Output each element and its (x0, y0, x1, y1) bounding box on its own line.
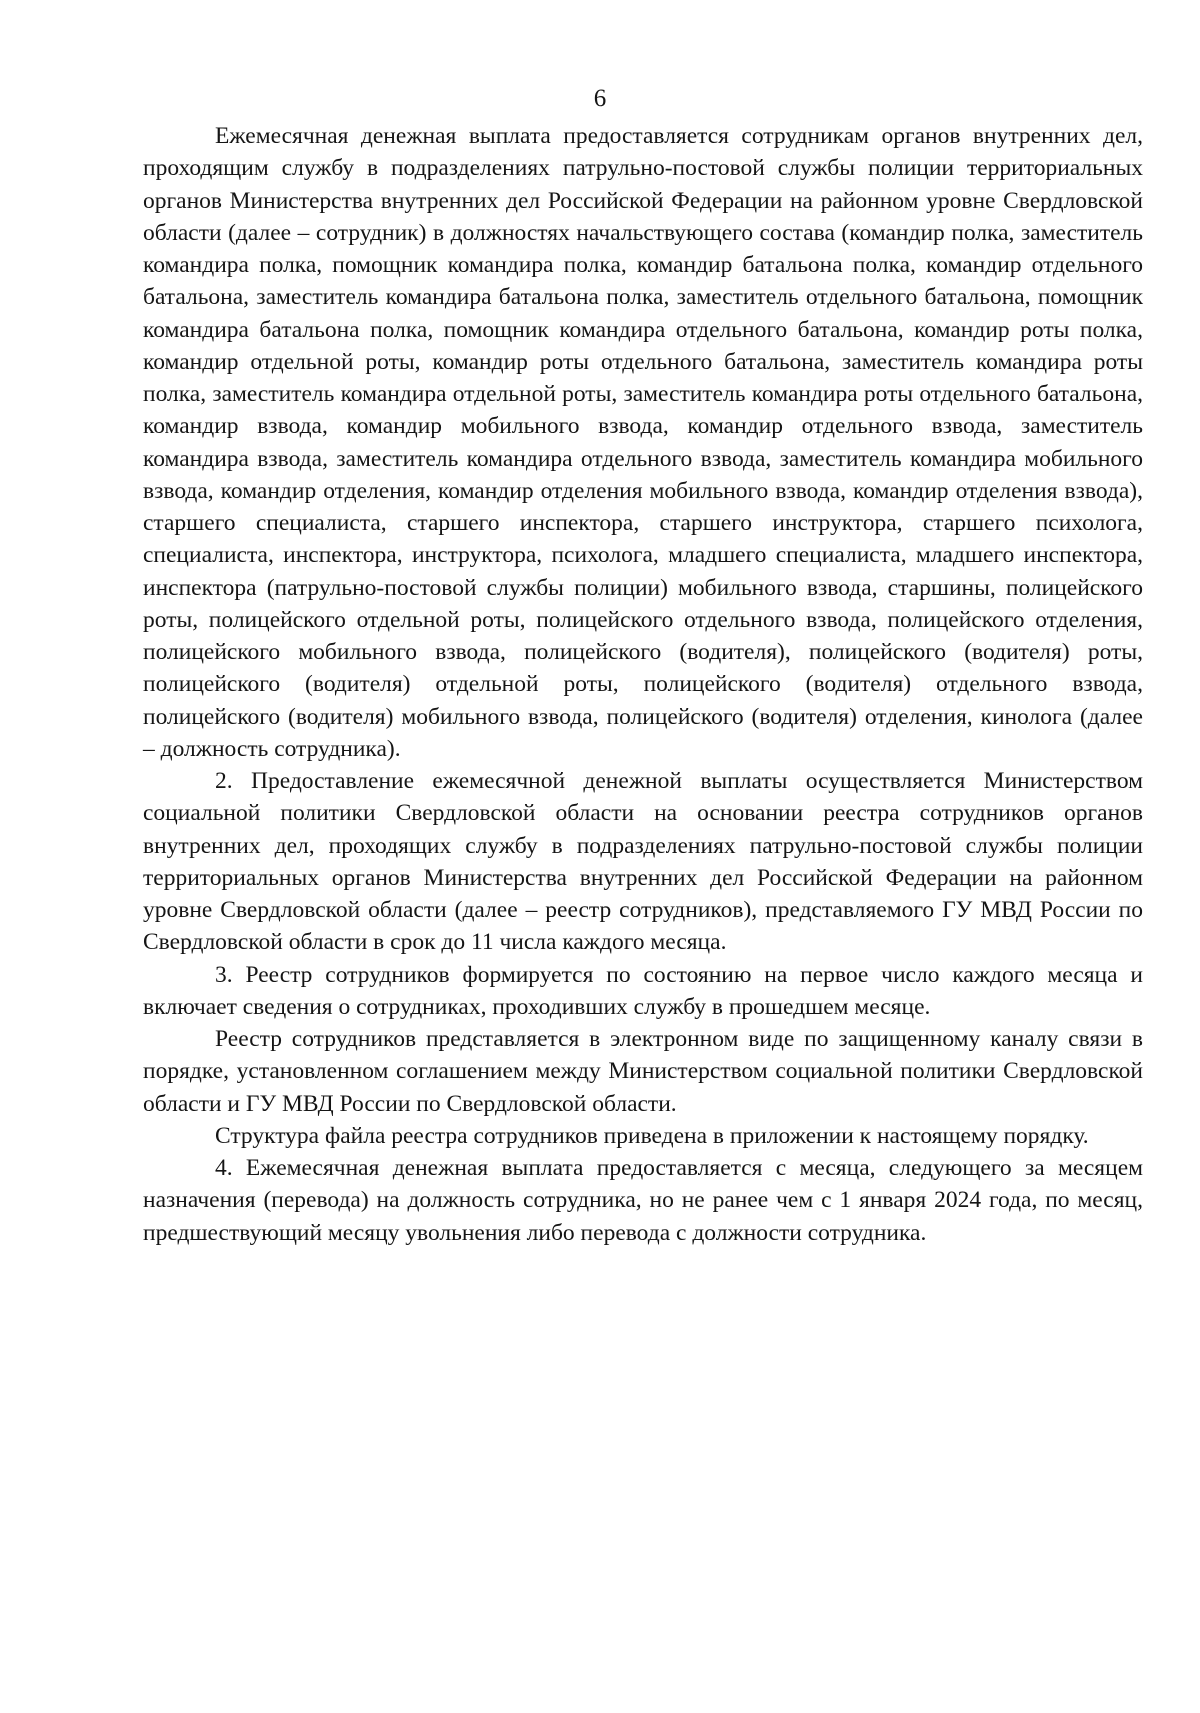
paragraph-registry-file-structure: Структура файла реестра сотрудников приведена в приложении к настоящему порядку. (215, 1122, 1089, 1149)
document-body (143, 120, 1143, 1249)
paragraph-item-4-payment-period: 4. Ежемесячная денежная выплата предоставляется с месяца, следующего за месяцем назначения (перевода) на должность сотрудника, но не ранее чем с 1 января 2024 года, по месяц, предшествующий месяцу увольнения либо перевода с должности сотрудника. (143, 1155, 1143, 1246)
paragraph-item-3-registry-formation: 3. Реестр сотрудников формируется по состоянию на первое число каждого месяца и включает сведения о сотрудниках, проходивших службу в прошедшем месяце. (143, 961, 1143, 1020)
page-number: 6 (593, 85, 607, 112)
paragraph-registry-submission: Реестр сотрудников представляется в электронном виде по защищенному каналу связи в порядке, установленном соглашением между Министерством социальной политики Свердловской области и ГУ МВД России по Свердловской области. (143, 1026, 1143, 1117)
paragraph-monthly-payment-eligibility: Ежемесячная денежная выплата предоставляется сотрудникам органов внутренних дел, проходящим службу в подразделениях патрульно-постовой службы полиции территориальных органов Министерства внутренних дел Российской Федерации на районном уровне Свердловской области (далее – сотрудник) в должностях начальствующего состава (командир полка, заместитель командира полка, помощник командира полка, командир батальона полка, командир отдельного батальона, заместитель командира батальона полка, заместитель отдельного батальона, помощник командира батальона полка, помощник командира отдельного батальона, командир роты полка, командир отдельной роты, командир роты отдельного батальона, заместитель командира роты полка, заместитель командира отдельной роты, заместитель командира роты отдельного батальона, командир взвода, командир мобильного взвода, командир отдельного взвода, заместитель командира взвода, заместитель командира отдельного взвода, заместитель командира мобильного взвода, командир отделения, командир отделения мобильного взвода, командир отделения взвода), старшего специалиста, старшего инспектора, старшего инструктора, старшего психолога, специалиста, инспектора, инструктора, психолога, младшего специалиста, младшего инспектора, инспектора (патрульно-постовой службы полиции) мобильного взвода, старшины, полицейского роты, полицейского отдельной роты, полицейского отдельного взвода, полицейского отделения, полицейского мобильного взвода, полицейского (водителя), полицейского (водителя) роты, полицейского (водителя) отдельной роты, полицейского (водителя) отдельного взвода, полицейского (водителя) мобильного взвода, полицейского (водителя) отделения, кинолога (далее – должность сотрудника). (143, 123, 1143, 762)
paragraph-item-2-payment-provision: 2. Предоставление ежемесячной денежной выплаты осуществляется Министерством социальной политики Свердловской области на основании реестра сотрудников органов внутренних дел, проходящих службу в подразделениях патрульно-постовой службы полиции территориальных органов Министерства внутренних дел Российской Федерации на районном уровне Свердловской области (далее – реестр сотрудников), представляемого ГУ МВД России по Свердловской области в срок до 11 числа каждого месяца. (143, 768, 1143, 956)
